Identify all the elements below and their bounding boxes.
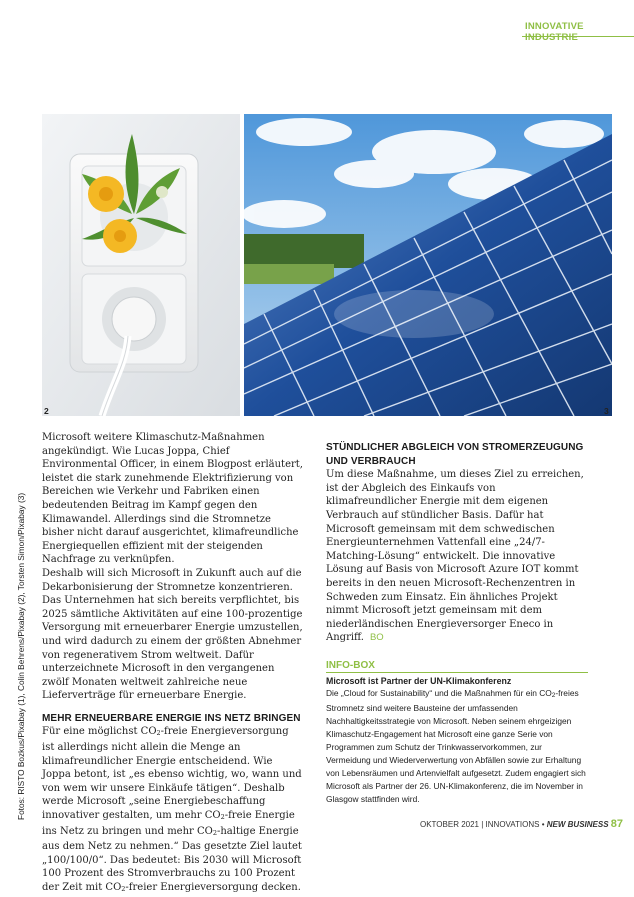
left-heading: MEHR ERNEUERBARE ENERGIE INS NETZ BRINGEN <box>42 712 301 724</box>
right-heading: STÜNDLICHER ABGLEICH VON STROMERZEUGUNG UND VERBRAUCH <box>326 442 584 467</box>
section-label: INNOVATIVE INDUSTRIE <box>525 21 584 43</box>
footer-magazine: INNOVATIONS <box>485 820 540 829</box>
photo-socket-dandelion <box>42 114 240 416</box>
photo-number-2: 2 <box>44 406 49 416</box>
page-footer: OKTOBER 2021 | INNOVATIONS • NEW BUSINESS 87 <box>420 818 624 830</box>
right-column <box>326 441 588 645</box>
left-paragraph-1: Microsoft weitere Klimaschutz-Maßnahmen angekündigt. Wie Lucas Joppa, Chief Environmental Officer, in einem Blogpost erläutert, leistet die stark zunehmende Elektrifizierung von Bereichen wie Verkehr und Fabriken einen bedeutenden Beitrag im Kampf gegen den Klimawandel. Allerdings sind die Stromnetze bisher nicht darauf ausgerichtet, klimafreundliche Energiequellen effizient mit der steigenden Nachfrage zu verknüpfen. <box>42 432 303 566</box>
info-box <box>326 660 588 806</box>
left-paragraph-2: Deshalb will sich Microsoft in Zukunft auch auf die Dekarbonisierung der Stromnetze konzentrieren. Das Unternehmen hat sich bereits verpflichtet, bis 2025 sämtliche Aktivitäten auf eine 100-prozentige Versorgung mit erneuerbarer Energie umzustellen, und wird dadurch zu einem der größten Abnehmer von regenerativem Strom weltweit. Dafür unterzeichnete Microsoft in den vergangenen zwölf Monaten weltweit zahlreiche neue Lieferverträge für erneuerbare Energie. <box>42 567 303 702</box>
info-box-title: INFO-BOX <box>326 660 588 673</box>
info-box-subtitle: Microsoft ist Partner der UN-Klimakonferenz <box>326 676 512 686</box>
author-signoff: BO <box>369 632 384 644</box>
photo-number-3: 3 <box>604 406 609 416</box>
photo-solar-panels <box>244 114 612 416</box>
right-paragraph-1: Um diese Maßnahme, um dieses Ziel zu erreichen, ist der Abgleich des Einkaufs von klimafreundlicher Energie mit dem eigenen Verbrauch auf stündlicher Basis. Dafür hat Microsoft gemeinsam mit dem schwedischen Energieunternehmen Vattenfall eine „24/7-Matching-Lösung“ entwickelt. Die innovative Lösung auf Basis von Microsoft Azure IOT kommt bereits in den neuen Microsoft-Rechenzentren in Schweden zum Einsatz. Ein ähnliches Projekt nimmt Microsoft jetzt gemeinsam mit dem niederländischen Energieversorger Eneco in Angriff. BO <box>326 469 584 644</box>
page-number: 87 <box>610 818 624 830</box>
left-column <box>42 431 304 897</box>
photo-credit: Fotos: RISTO Bozkus/Pixabay (1), Colin Behrens/Pixabay (2), Torsten Simon/Pixabay (3) <box>16 492 26 820</box>
left-paragraph-3: Für eine möglichst CO2-freie Energieversorgung ist allerdings nicht allein die Menge an klimafreundlicher Energie entscheidend. Wie Joppa betont, ist „es ebenso wichtig, wo, wann und von wem wir unsere Einkäufe tätigen“. Deshalb werde Microsoft „seine Energiebeschaffung innovativer gestalten, um mehr CO2-freie Energie ins Netz zu bringen und mehr CO2-haltige Energie aus dem Netz zu nehmen.“ Das gesetzte Ziel lautet „100/100/0“. Das bedeutet: Bis 2030 will Microsoft 100 Prozent des Stromverbrauchs zu 100 Prozent der Zeit mit CO2-freier Energieversorgung decken. <box>42 726 302 893</box>
footer-brand: NEW BUSINESS <box>546 820 609 829</box>
footer-date: OKTOBER 2021 <box>420 820 479 829</box>
info-box-body: Die „Cloud for Sustainability“ und die Maßnahmen für ein CO2-freies Stromnetz sind weitere Bausteine der umfassenden Nachhaltigkeitsstrategie von Microsoft. Neben seinem ehrgeizigen Klimaschutz-Engagement hat Microsoft eine ganze Serie von Programmen zum Schutz der Trinkwasservorkommen, zur Vermeidung und Wiederverwertung von Abfällen sowie zur Erhaltung von Lebensräumen und Artenvielfalt aufgesetzt. Zudem engagiert sich Microsoft als Partner der 26. UN-Klimakonferenz, die im November in Glasgow stattfinden wird. <box>326 688 586 804</box>
section-tag <box>522 18 634 43</box>
